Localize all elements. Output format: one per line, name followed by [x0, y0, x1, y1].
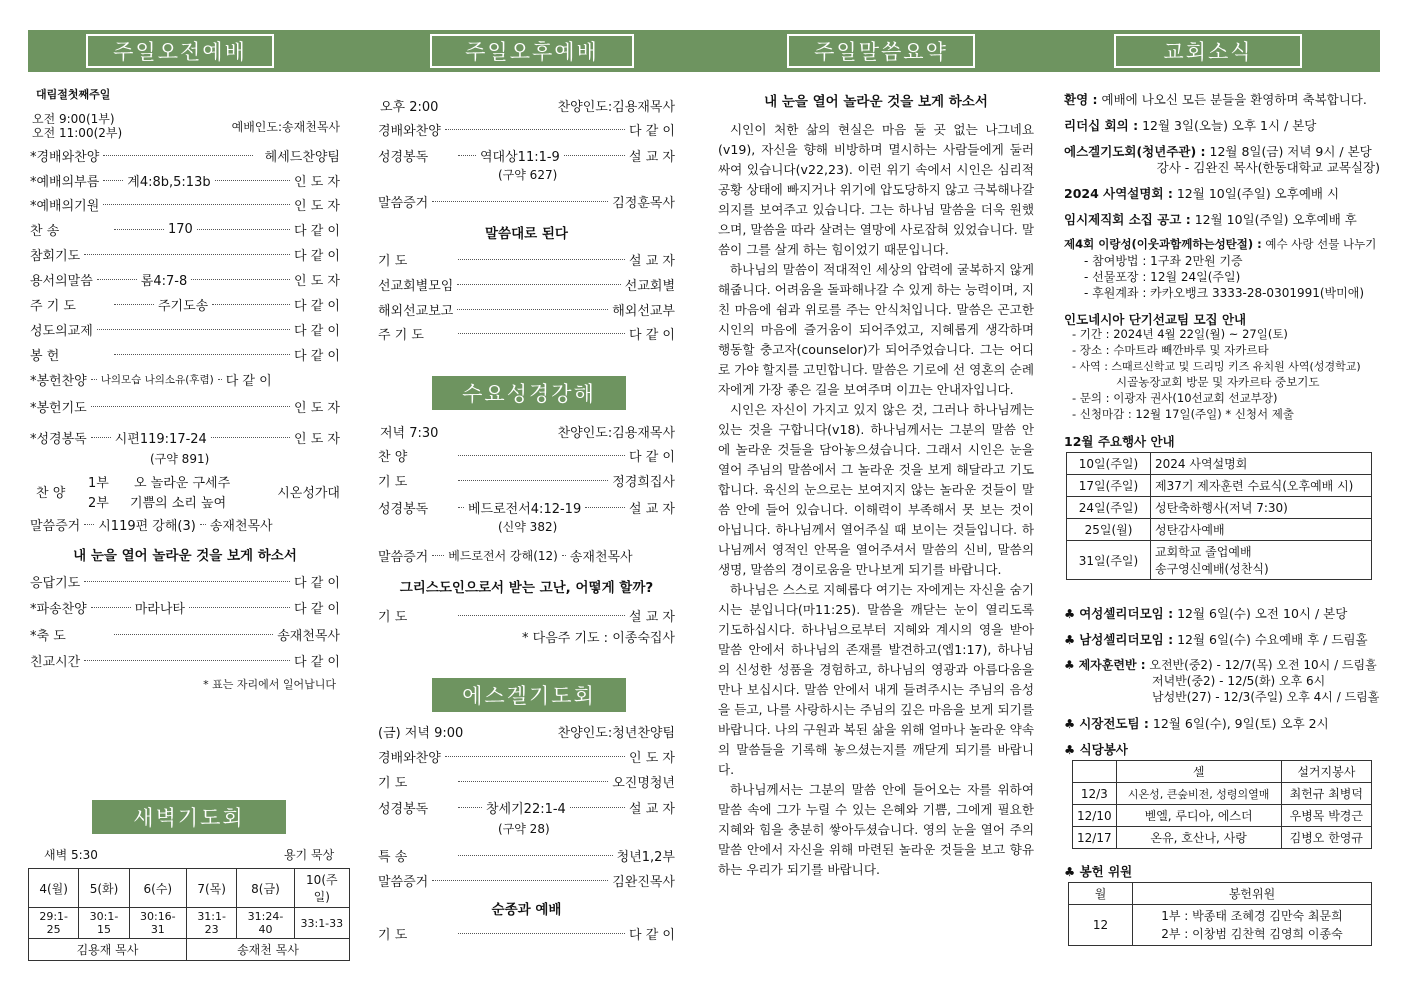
am-row-label: 찬 송 — [30, 223, 60, 239]
offering-line: 1부 : 박종태 조혜경 김만숙 최문희 — [1161, 909, 1343, 923]
dawn-leaders-row — [29, 939, 350, 961]
fri-row-label: 특 송 — [378, 849, 408, 865]
dawn-day: 4(월) — [29, 869, 79, 908]
fri-row-right: 인 도 자 — [629, 750, 675, 766]
offering-head-row — [1069, 883, 1372, 905]
am-row — [30, 195, 340, 213]
pm-row-right: 김정훈목사 — [612, 195, 675, 211]
news-key: 에스겔기도회(청년주관) : — [1064, 144, 1206, 159]
pm-row-right: 선교회별 — [624, 278, 675, 294]
am-row — [30, 220, 340, 238]
wed-row-label: 성경봉독 — [378, 501, 429, 517]
food-date: 12/10 — [1073, 805, 1117, 827]
wed-row-label: 기 도 — [378, 609, 408, 625]
am-row — [30, 572, 340, 590]
event-name — [1151, 541, 1372, 580]
summary-title: 내 눈을 열어 놀라운 것을 보게 하소서 — [764, 94, 988, 110]
wed-row-label: 기 도 — [378, 474, 408, 490]
pm-row-label: 경배와찬양 — [378, 123, 441, 139]
fri-row-label: 말씀증거 — [378, 874, 429, 890]
news-gift — [1064, 236, 1376, 252]
wed-row — [378, 606, 675, 624]
clover-icon: ♣ — [1064, 606, 1076, 621]
event-date: 31일(주일) — [1067, 541, 1151, 580]
fri-row-right: 김완진목사 — [612, 874, 675, 890]
gift-item: - 후원계좌 : 카카오뱅크 3333-28-0301991(박미애) — [1084, 286, 1365, 300]
indonesia-item: - 장소 : 수마트라 빼깐바루 및 자카르타 — [1072, 343, 1269, 357]
food-date: 12/3 — [1073, 783, 1117, 805]
am-row — [30, 598, 340, 616]
dawn-text: 31:1-23 — [186, 908, 236, 939]
pm-row-mid: 역대상11:1-9 — [480, 149, 560, 165]
news-value: 오전반(중2) - 12/7(목) 오전 10시 / 드림홀 — [1149, 658, 1377, 672]
dawn-leader: 송재천 목사 — [186, 939, 349, 961]
wed-row-right: 설 교 자 — [629, 501, 675, 517]
event-row — [1067, 453, 1372, 475]
news-key: 리더십 회의 : — [1064, 118, 1139, 133]
news-value: 12월 6일(수) 수요예배 후 / 드림홀 — [1177, 632, 1368, 647]
offering-head: 봉헌위원 — [1133, 883, 1372, 905]
dawn-text: 30:1-15 — [79, 908, 129, 939]
fri-row-right: 오진명청년 — [612, 775, 675, 791]
wed-row-label: 찬 양 — [378, 449, 408, 465]
am-row-label: *예배의부름 — [30, 174, 100, 190]
food-head: 셀 — [1116, 761, 1281, 783]
pm-row-label: 선교회별모임 — [378, 278, 454, 294]
dawn-day: 10(주일) — [294, 869, 349, 908]
news-ezekiel-speaker: 강사 - 김완진 목사(한동대학교 교목실장) — [1156, 160, 1380, 175]
am-row — [30, 428, 340, 446]
pm-row-right: 다 같 이 — [629, 327, 675, 343]
dawn-text: 33:1-33 — [294, 908, 349, 939]
fri-row-right: 청년1,2부 — [616, 849, 675, 865]
pm-row-right: 다 같 이 — [629, 123, 675, 139]
pm-scripture-note: (구약 627) — [498, 168, 558, 182]
pm-leader: 찬양인도:김용재목사 — [557, 100, 675, 115]
offering-members — [1133, 905, 1372, 946]
news-leadership — [1064, 116, 1316, 134]
wed-row — [378, 446, 675, 464]
dawn-place: 용기 묵상 — [284, 848, 335, 862]
pm-time: 오후 2:00 — [380, 100, 439, 115]
choir-right: 시온성가대 — [277, 486, 340, 501]
event-name-line: 교회학교 졸업예배 — [1155, 545, 1252, 559]
am-row-mid: 나의모습 나의소유(후렴) — [100, 373, 214, 386]
fri-row-right: 다 같 이 — [629, 927, 675, 943]
pm-row-label: 주 기 도 — [378, 327, 424, 343]
news-women-cell — [1064, 604, 1347, 622]
dawn-day: 7(목) — [186, 869, 236, 908]
wed-scripture-note: (신약 382) — [498, 520, 558, 534]
indonesia-item: - 사역 : 스때르신학교 및 드리밍 키즈 유치원 사역(성경학교) — [1072, 360, 1361, 373]
am-stand-note: * 표는 자리에서 일어납니다 — [203, 678, 336, 691]
dawn-day: 8(금) — [237, 869, 294, 908]
am-time-1: 오전 9:00(1부) — [32, 112, 115, 126]
choir-part-2: 2부 — [88, 496, 109, 511]
indonesia-item: - 기간 : 2024년 4월 22일(월) ~ 27일(토) — [1072, 327, 1288, 341]
am-row-right: 다 같 이 — [294, 223, 340, 239]
wed-row-right: 송재천목사 — [569, 549, 633, 565]
pm-row — [378, 250, 675, 268]
gift-item: - 참여방법 : 1구좌 2만원 기증 — [1084, 254, 1243, 268]
choir-part-1: 1부 — [88, 476, 109, 491]
indonesia-item: - 문의 : 이광자 권사(10선교회 선교부장) — [1072, 391, 1278, 405]
am-row — [30, 625, 340, 643]
header-pm-worship: 주일오후예배 — [430, 34, 634, 68]
header-sermon-summary: 주일말씀요약 — [787, 34, 975, 68]
pm-row — [378, 275, 675, 293]
am-row-mid: 170 — [168, 221, 193, 237]
offering-head: 월 — [1069, 883, 1133, 905]
pm-worship-column — [378, 80, 675, 960]
dawn-table — [28, 868, 350, 961]
pm-row-label: 성경봉독 — [378, 149, 429, 165]
am-row — [30, 320, 340, 338]
am-row-label: 응답기도 — [30, 575, 81, 591]
dawn-day: 6(수) — [129, 869, 186, 908]
indonesia-title: 인도네시아 단기선교팀 모집 안내 — [1064, 312, 1247, 327]
event-name: 제37기 제자훈련 수료식(오후예배 시) — [1151, 475, 1372, 497]
am-row-label: 봉 헌 — [30, 348, 60, 364]
event-date: 17일(주일) — [1067, 475, 1151, 497]
news-key: 임시제직회 소집 공고 : — [1064, 212, 1191, 227]
offering-table — [1068, 882, 1372, 946]
pm-row — [378, 300, 675, 318]
am-row-right: 헤세드찬양팀 — [264, 149, 340, 165]
offering-line: 2부 : 이창범 김찬혁 김영희 이종숙 — [1161, 927, 1343, 941]
am-row-label: *예배의기원 — [30, 198, 100, 214]
fri-row-label: 기 도 — [378, 775, 408, 791]
dawn-text: 30:16-31 — [129, 908, 186, 939]
am-row — [30, 345, 340, 363]
am-row-right: 인 도 자 — [294, 431, 340, 447]
dawn-prayer-title: 새벽기도회 — [92, 800, 286, 834]
news-key: 환영 : — [1064, 92, 1098, 107]
pm-row — [378, 324, 675, 342]
event-date: 25일(월) — [1067, 519, 1151, 541]
indonesia-item: 시골농장교회 방문 및 자카르타 중보기도 — [1116, 375, 1320, 389]
discipleship-line: 저녁반(중2) - 12/5(화) 오후 6시 — [1152, 674, 1326, 688]
am-row-right: 다 같 이 — [225, 373, 272, 389]
am-row — [30, 370, 340, 388]
food-cell: 벧엘, 루디아, 에스더 — [1116, 805, 1281, 827]
news-value: 12월 6일(수), 9일(토) 오후 2시 — [1152, 716, 1329, 731]
am-row-right: 다 같 이 — [294, 654, 340, 670]
wed-sermon-row — [378, 546, 675, 564]
event-date: 24일(주일) — [1067, 497, 1151, 519]
december-events-title: 12월 주요행사 안내 — [1064, 434, 1175, 449]
dawn-days-row — [29, 869, 350, 908]
news-value: 12월 10일(주일) 오후예배 시 — [1176, 186, 1340, 201]
event-name: 2024 사역설명회 — [1151, 453, 1372, 475]
header-am-worship: 주일오전예배 — [86, 34, 274, 68]
fri-time: (금) 저녁 9:00 — [378, 726, 464, 741]
wed-row-mid: 베드로전서 강해(12) — [448, 548, 558, 563]
event-name: 성탄감사예배 — [1151, 519, 1372, 541]
am-row-label: *성경봉독 — [30, 431, 87, 447]
fri-row — [378, 772, 675, 790]
news-key: 여성셀리더모임 : — [1079, 606, 1174, 621]
wed-next-prayer: * 다음주 기도 : 이종숙집사 — [522, 631, 675, 646]
am-row-right: 인 도 자 — [294, 400, 340, 416]
am-row-label: *파송찬양 — [30, 601, 87, 617]
fri-row-label: 경배와찬양 — [378, 750, 441, 766]
am-sermon-row — [30, 515, 340, 533]
church-news-column — [1064, 80, 1380, 970]
news-discipleship — [1064, 656, 1377, 673]
am-row-label: *축 도 — [30, 628, 66, 644]
event-name: 성탄축하행사(저녁 7:30) — [1151, 497, 1372, 519]
dawn-text: 31:24-40 — [237, 908, 294, 939]
pm-row-label: 기 도 — [378, 253, 408, 269]
offering-month: 12 — [1069, 905, 1133, 946]
news-value: 12월 8일(금) 저녁 9시 / 본당 — [1209, 144, 1372, 159]
discipleship-line: 남성반(27) - 12/3(주일) 오후 4시 / 드림홀 — [1152, 690, 1380, 704]
news-meeting — [1064, 210, 1357, 228]
pm-sermon-row — [378, 192, 675, 210]
food-row — [1073, 805, 1372, 827]
offering-row — [1069, 905, 1372, 946]
am-row-right: 송재천목사 — [209, 518, 273, 534]
fri-row-label: 성경봉독 — [378, 801, 429, 817]
news-key: 남성셀리더모임 : — [1079, 632, 1174, 647]
wed-row-mid: 베드로전서4:12-19 — [468, 501, 582, 517]
food-head: 설거지봉사 — [1281, 761, 1371, 783]
am-row — [30, 245, 340, 263]
summary-paragraph: 시인은 자신이 가지고 있지 않은 것, 그러나 하나님께는 있는 것을 구합니다(v18). 하나님께서는 그분의 말씀 안에 놀라운 것들을 담아놓으셨습니다. 그래서 시인은 눈을 열어 주님의 말씀에서 그 놀라운 것을 보게 해달라고 기도합니다. 육신의 눈으로는 보여지지 않는 놀라운 것들이 말씀 안에 들어 있습니다. 이해력이 부족해서 못 보는 것이 아닙니다. 하나님께서 열어주실 때 보이는 것들입니다. 하나님께서 영적인 안목을 열어주셔서 말씀의 신비, 말씀의 생명, 말씀의 경이로움을 만나보게 되기를 바랍니다. — [718, 402, 1034, 577]
indonesia-item: - 신청마감 : 12월 17일(주일) * 신청서 제출 — [1072, 407, 1295, 421]
fri-row-mid: 창세기22:1-4 — [486, 801, 566, 817]
event-name-line: 송구영신예배(성찬식) — [1155, 562, 1269, 576]
wed-row — [378, 498, 675, 516]
gift-item: - 선물포장 : 12월 24일(주일) — [1084, 270, 1241, 284]
wed-row-right: 다 같 이 — [629, 449, 675, 465]
news-value: 예배에 나오신 모든 분들을 환영하며 축복합니다. — [1101, 92, 1367, 107]
dawn-day: 5(화) — [79, 869, 129, 908]
am-row-label: *경배와찬양 — [30, 149, 100, 165]
am-row-right: 다 같 이 — [294, 575, 340, 591]
wed-row — [378, 471, 675, 489]
am-row — [30, 651, 340, 669]
choir-song-2: 기쁨의 소리 높여 — [130, 496, 227, 511]
dawn-texts-row — [29, 908, 350, 939]
food-date: 12/17 — [1073, 827, 1117, 849]
choir-label: 찬 양 — [36, 486, 66, 501]
news-presentation — [1064, 184, 1339, 202]
pm-row — [378, 120, 675, 138]
pm-row-right: 설 교 자 — [629, 253, 675, 269]
food-row — [1073, 827, 1372, 849]
pm-row-label: 해외선교보고 — [378, 303, 454, 319]
wed-row-label: 말씀증거 — [378, 549, 429, 565]
am-row-label: *봉헌기도 — [30, 400, 87, 416]
news-value: 12월 6일(수) 오전 10시 / 본당 — [1177, 606, 1348, 621]
clover-icon: ♣ — [1064, 742, 1076, 757]
fri-sermon-title: 순종과 예배 — [491, 902, 562, 918]
news-men-cell — [1064, 630, 1368, 648]
am-row-right: 송재천목사 — [277, 628, 340, 644]
food-row — [1073, 783, 1372, 805]
am-row-label: *봉헌찬양 — [30, 373, 87, 389]
fri-row-label: 기 도 — [378, 927, 408, 943]
fri-row — [378, 846, 675, 864]
am-row-right: 인 도 자 — [294, 198, 340, 214]
news-key: 시장전도팀 : — [1079, 716, 1149, 731]
fri-row — [378, 747, 675, 765]
dawn-leader: 김용재 목사 — [29, 939, 187, 961]
ezekiel-prayer-title: 에스겔기도회 — [432, 678, 626, 712]
am-time-2: 오전 11:00(2부) — [32, 126, 123, 140]
food-title-text: 식당봉사 — [1079, 742, 1128, 757]
fri-scripture-note: (구약 28) — [498, 822, 550, 836]
news-value: 예수 사랑 선물 나누기 — [1265, 237, 1377, 251]
wed-row-right: 정경희집사 — [612, 474, 675, 490]
offering-title — [1064, 862, 1132, 880]
food-cell: 온유, 호산나, 사랑 — [1116, 827, 1281, 849]
food-service-title — [1064, 740, 1128, 758]
clover-icon: ♣ — [1064, 716, 1076, 731]
fri-row — [378, 871, 675, 889]
food-head-row — [1073, 761, 1372, 783]
am-row-label: 주 기 도 — [30, 298, 76, 314]
pm-row-right: 설 교 자 — [629, 149, 675, 165]
am-row-right: 다 같 이 — [294, 298, 340, 314]
food-washer: 우병목 박경근 — [1281, 805, 1371, 827]
am-row-right: 인 도 자 — [294, 174, 340, 190]
december-events-table — [1066, 452, 1372, 580]
offering-title-text: 봉헌 위원 — [1079, 864, 1133, 879]
news-value: 12월 3일(오늘) 오후 1시 / 본당 — [1142, 118, 1317, 133]
food-service-table — [1072, 760, 1372, 849]
am-row-right: 다 같 이 — [294, 248, 340, 264]
am-row-mid: 롬4:7-8 — [140, 273, 188, 289]
header-church-news: 교회소식 — [1114, 34, 1302, 68]
wed-study-title: 수요성경강해 — [432, 376, 626, 410]
news-key: 2024 사역설명회 : — [1064, 186, 1173, 201]
summary-paragraph: 시인이 처한 삶의 현실은 마음 둘 곳 없는 나그네요(v19), 자신을 향해 비방하며 멸시하는 사람들에게 둘러싸여 있습니다(v22,23). 이런 위기 속에서 시인은 심리적 공황 상태에 빠지거나 위기에 압도당하지 않고 극복해나갈 의지를 보여주고 있습니다. 그는 하나님 말씀을 더욱 원했으며, 말씀을 따라 살려는 열망에 사로잡혀 있었습니다. 말씀이 그를 살게 하는 힘이었기 때문입니다. — [718, 122, 1034, 257]
am-row — [30, 397, 340, 415]
news-key: 제자훈련반 : — [1078, 658, 1146, 672]
wed-leader: 찬양인도:김용재목사 — [557, 426, 675, 441]
am-row-right: 인 도 자 — [294, 273, 340, 289]
am-row-mid: 시119편 강해(3) — [98, 518, 196, 534]
am-row — [30, 270, 340, 288]
event-row — [1067, 519, 1372, 541]
am-row-label: 성도의교제 — [30, 323, 93, 339]
news-value: 12월 10일(주일) 오후예배 후 — [1194, 212, 1357, 227]
news-market — [1064, 714, 1329, 732]
am-row-right: 다 같 이 — [294, 348, 340, 364]
summary-paragraph: 하나님의 말씀이 적대적인 세상의 압력에 굴복하지 않게 해줍니다. 어려움을 돌파해나갈 수 있게 하는 능력이며, 지친 마음에 쉼과 위로를 주는 안식처입니다. 말씀은 곤고한 시인의 마음에 즐거움이 되어주었고, 지혜롭게 생각하며 행동할 충고자(counselor)가 되어주었습니다. 그는 어디로 가야 할지를 고민합니다. 말씀은 기로에 선 영혼의 순례자에게 가장 좋은 길을 보여주며 이끄는 안내자입니다. — [718, 262, 1034, 397]
am-row-right: 다 같 이 — [294, 323, 340, 339]
am-worship-column — [30, 80, 340, 980]
event-row — [1067, 541, 1372, 580]
clover-icon: ♣ — [1064, 658, 1075, 672]
am-row — [30, 295, 340, 313]
event-row — [1067, 475, 1372, 497]
clover-icon: ♣ — [1064, 864, 1076, 879]
am-row — [30, 146, 340, 164]
am-row-mid: 마라나타 — [134, 601, 185, 617]
summary-paragraph: 하나님은 스스로 지혜롭다 여기는 자에게는 자신을 숨기시는 분입니다(마11:25). 말씀을 깨닫는 눈이 열리도록 기도하십시다. 하나님으로부터 지혜와 계시의 영을 받아 말씀 안에서 하나님의 존재를 발견하고(엡1:17), 하나님의 신성한 성품을 경험하고, 하나님의 영광과 아름다움을 만나 보십시다. 말씀 안에서 내게 들려주시는 주님의 음성을 듣고, 나를 사랑하시는 주님의 깊은 마음을 보게 되기를 바랍니다. 나의 구원과 복된 삶을 위해 얼마나 놀라운 약속의 말씀들을 기록해 놓으셨는지를 깨닫게 되기를 바랍니다. — [718, 582, 1034, 777]
pm-row-label: 말씀증거 — [378, 195, 429, 211]
am-row-mid: 주기도송 — [158, 298, 209, 314]
am-row — [30, 171, 340, 189]
am-row-label: 친교시간 — [30, 654, 81, 670]
summary-body — [718, 120, 1034, 880]
event-row — [1067, 497, 1372, 519]
food-washer: 최헌규 최병덕 — [1281, 783, 1371, 805]
am-row-label: 용서의말씀 — [30, 273, 93, 289]
am-leader: 예배인도:송재천목사 — [231, 120, 340, 134]
am-row-label: 참회기도 — [30, 248, 81, 264]
clover-icon: ♣ — [1064, 632, 1076, 647]
food-washer: 김병오 한영규 — [1281, 827, 1371, 849]
wed-time: 저녁 7:30 — [380, 426, 439, 441]
event-date: 10일(주일) — [1067, 453, 1151, 475]
fri-leader: 찬양인도:청년찬양팀 — [557, 726, 675, 741]
choir-song-1: 오 놀라운 구세주 — [134, 476, 231, 491]
am-sermon-title: 내 눈을 열어 놀라운 것을 보게 하소서 — [73, 548, 297, 564]
dawn-text: 29:1-25 — [29, 908, 79, 939]
wed-row-right: 설 교 자 — [629, 609, 675, 625]
am-row-mid: 계4:8b,5:13b — [127, 174, 211, 190]
news-welcome — [1064, 90, 1367, 108]
news-key: 제4회 이랑성(이웃과함께하는성탄절) : — [1064, 237, 1262, 251]
am-row-right: 다 같 이 — [294, 601, 340, 617]
week-title: 대림절첫째주일 — [36, 88, 111, 101]
am-scripture-note: (구약 891) — [150, 452, 210, 466]
wed-sermon-title: 그리스도인으로서 받는 고난, 어떻게 할까? — [399, 580, 654, 596]
am-row-mid: 시편119:17-24 — [114, 431, 207, 447]
summary-paragraph: 하나님께서는 그분의 말씀 안에 들어오는 자를 위하여 말씀 속에 그가 누릴 수 있는 은혜와 기쁨, 그에게 필요한 지혜와 힘을 충분히 쌓아두셨습니다. 영의 눈을 열어 주의 말씀 안에서 자신을 위해 마련된 놀라운 것들을 보고 향유하는 우리가 되기를 바랍니다. — [718, 782, 1034, 877]
food-cell: 시온성, 큰숲비전, 성령의열매 — [1116, 783, 1281, 805]
fri-row — [378, 924, 675, 942]
fri-row — [378, 798, 675, 816]
fri-row-right: 설 교 자 — [629, 801, 675, 817]
am-row-label: 말씀증거 — [30, 518, 81, 534]
dawn-time: 새벽 5:30 — [44, 848, 98, 862]
pm-row — [378, 146, 675, 164]
pm-row-right: 해외선교부 — [612, 303, 675, 319]
pm-sermon-title: 말씀대로 된다 — [485, 226, 568, 242]
